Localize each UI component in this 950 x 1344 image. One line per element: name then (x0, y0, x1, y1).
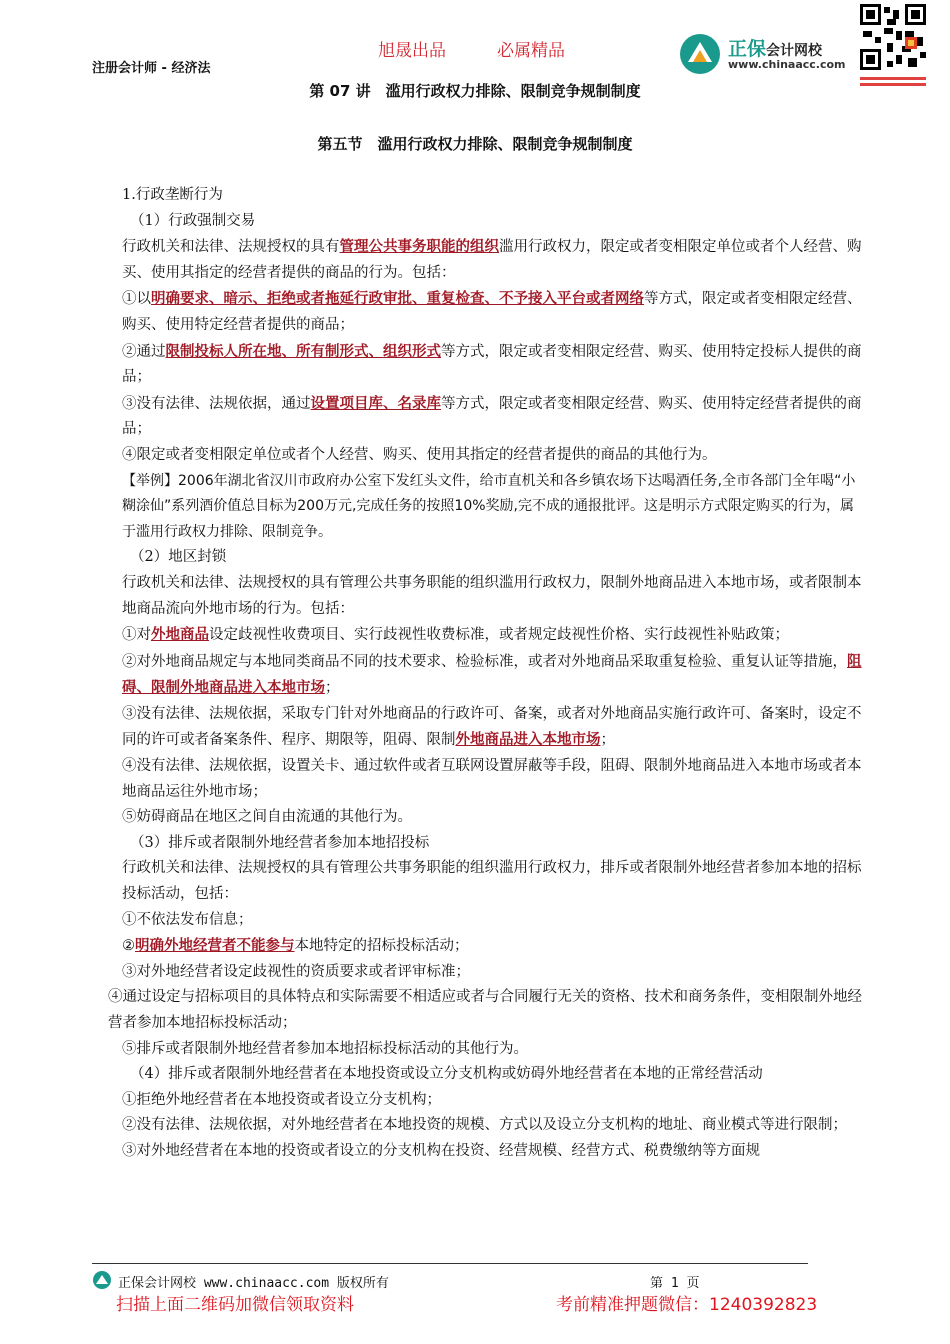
highlight: 外地商品进入本地市场 (455, 731, 601, 749)
qr-code-icon (860, 4, 926, 70)
highlight: 明确外地经营者不能参与 (135, 937, 295, 955)
footer-copyright: 正保会计网校 www.chinaacc.com 版权所有 (118, 1276, 389, 1291)
example-paragraph: 【举例】2006年湖北省汉川市政府办公室下发红头文件，给市直机关和各乡镇农场下达喝酒任务,全市各部门全年喝“小糊涂仙”系列酒价值总目标为200万元,完成任务的按照10%奖励,完不成的通报批评。这是明示方式限定购买的行为，属于滥用行政权力排除、限制竞争。 (122, 472, 856, 540)
list-item: ①对外地商品设定歧视性收费项目、实行歧视性收费标准，或者规定歧视性价格、实行歧视性补贴政策； (122, 626, 789, 644)
subheading-regional-blockade: （2）地区封锁 (130, 549, 227, 566)
highlight: 阻碍、限制外地商品进入本地市场 (122, 652, 862, 697)
list-item: ⑤排斥或者限制外地经营者参加本地招标投标活动的其他行为。 (122, 1040, 528, 1057)
list-item: ②对外地商品规定与本地同类商品不同的技术要求、检验标准，或者对外地商品采取重复检验、重复认证等措施，阻碍、限制外地商品进入本地市场； (122, 652, 862, 697)
highlight: 明确要求、暗示、拒绝或者拖延行政审批、重复检查、不予接入平台或者网络 (151, 290, 644, 308)
page-number: 第 1 页 (650, 1276, 700, 1291)
course-name: 注册会计师 - 经济法 (92, 61, 211, 76)
paragraph: 行政机关和法律、法规授权的具有管理公共事务职能的组织滥用行政权力，限定或者变相限定单位或者个人经营、购买、使用其指定的经营者提供的商品的行为。包括： (122, 238, 862, 281)
list-item: ③对外地经营者在本地的投资或者设立的分支机构在投资、经营规模、经营方式、税费缴纳等方面规 (122, 1142, 760, 1159)
list-item: ①拒绝外地经营者在本地投资或者设立分支机构； (122, 1091, 441, 1108)
paragraph: 行政机关和法律、法规授权的具有管理公共事务职能的组织滥用行政权力，限制外地商品进入本地市场，或者限制本地商品流向外地市场的行为。包括： (122, 574, 862, 617)
heading-1: 1.行政垄断行为 (122, 187, 223, 203)
list-item: ④没有法律、法规依据，设置关卡、通过软件或者互联网设置屏蔽等手段，阻碍、限制外地商品进入本地市场或者本地商品运往外地市场； (122, 758, 862, 800)
list-item: ③对外地经营者设定歧视性的资质要求或者评审标准； (122, 963, 470, 980)
footer-logo-icon (92, 1270, 112, 1290)
highlight: 设置项目库、名录库 (310, 394, 441, 412)
footer-divider (92, 1263, 808, 1264)
subheading-investment-restriction: （4）排斥或者限制外地经营者在本地投资或设立分支机构或妨碍外地经营者在本地的正常经营活动 (130, 1066, 763, 1083)
list-item: ①不依法发布信息； (122, 911, 253, 928)
document-body (92, 183, 862, 1165)
highlight: 管理公共事务职能的组织 (339, 238, 499, 256)
list-item: ④限定或者变相限定单位或者个人经营、购买、使用其指定的经营者提供的商品的其他行为。 (122, 446, 717, 463)
promo-left: 扫描上面二维码加微信领取资料 (116, 1295, 354, 1315)
list-item: ①以明确要求、暗示、拒绝或者拖延行政审批、重复检查、不予接入平台或者网络等方式，限定或者变相限定经营、购买、使用特定经营者提供的商品； (122, 290, 862, 333)
list-item: ④通过设定与招标项目的具体特点和实际需要不相适应或者与合同履行无关的资格、技术和商务条件，变相限制外地经营者参加本地招标投标活动； (108, 989, 862, 1031)
list-item: ③没有法律、法规依据，通过设置项目库、名录库等方式，限定或者变相限定经营、购买、使用特定经营者提供的商品； (122, 394, 862, 438)
logo-emblem-icon (678, 32, 722, 76)
subheading-tender-exclusion: （3）排斥或者限制外地经营者参加本地招投标 (130, 834, 430, 851)
lecture-title: 第 07 讲 滥用行政权力排除、限制竞争规制制度 (309, 82, 641, 100)
list-item: ②通过限制投标人所在地、所有制形式、组织形式等方式，限定或者变相限定经营、购买、使用特定投标人提供的商品； (122, 342, 862, 386)
logo-brand: 正保 (728, 38, 767, 60)
list-item: ②没有法律、法规依据，对外地经营者在本地投资的规模、方式以及设立分支机构的地址、商业模式等进行限制； (122, 1117, 847, 1134)
chinaacc-logo (678, 30, 854, 76)
section-title: 第五节 滥用行政权力排除、限制竞争规制制度 (317, 135, 633, 153)
highlight: 限制投标人所在地、所有制形式、组织形式 (165, 342, 441, 360)
list-item: ③没有法律、法规依据，采取专门针对外地商品的行政许可、备案，或者对外地商品实施行政许可、备案时，设定不同的许可或者备案条件、程序、期限等，阻碍、限制外地商品进入本地市场； (122, 705, 862, 749)
slogan-right: 必属精品 (497, 41, 565, 61)
logo-url: www.chinaacc.com (728, 58, 846, 71)
promo-right: 考前精准押题微信：1240392823 (556, 1295, 818, 1315)
paragraph: 行政机关和法律、法规授权的具有管理公共事务职能的组织滥用行政权力，排斥或者限制外地经营者参加本地的招标投标活动，包括： (122, 860, 862, 903)
logo-brand-sub: 会计网校 (766, 43, 823, 59)
subheading-forced-trade: （1）行政强制交易 (130, 212, 256, 229)
list-item: ⑤妨碍商品在地区之间自由流通的其他行为。 (122, 809, 412, 826)
highlight: 外地商品 (151, 626, 209, 644)
qr-code (860, 4, 926, 90)
list-item: ②明确外地经营者不能参与本地特定的招标投标活动； (122, 937, 469, 955)
slogan-left: 旭晟出品 (378, 41, 446, 61)
